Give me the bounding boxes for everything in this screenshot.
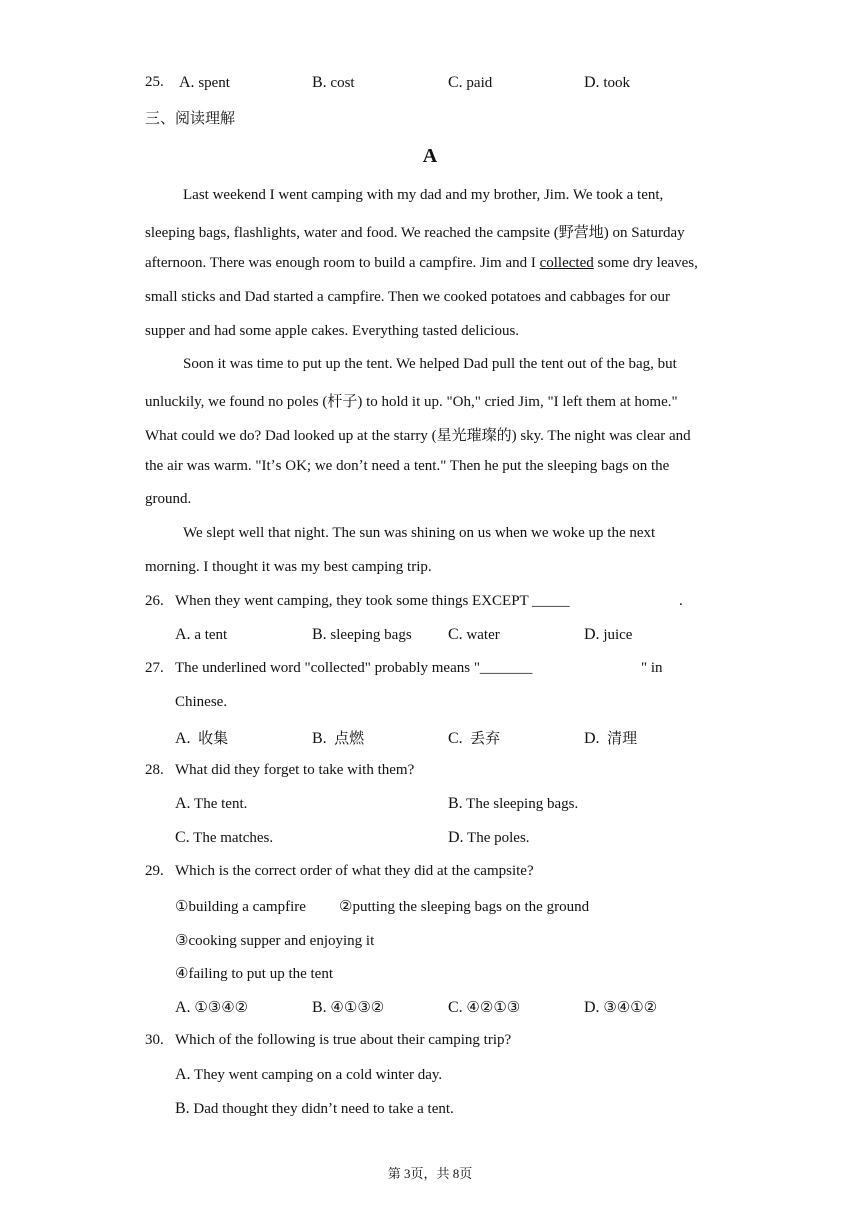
passage-line: Last weekend I went camping with my dad and my brother, Jim. We took a tent,	[183, 187, 664, 203]
section-heading: 三、阅读理解	[145, 111, 236, 127]
step-item: ④failing to put up the tent	[175, 966, 334, 982]
passage-line: unluckily, we found no poles (杆子) to hold it up. "Oh," cried Jim, "I left them at home."	[145, 394, 678, 410]
page-footer: 第 3页，共 8页	[387, 1166, 473, 1181]
option-b: B. Dad thought they didnʼt need to take a tent.	[175, 1100, 454, 1117]
option-a: A. a tent	[175, 626, 228, 643]
passage-line: ground.	[145, 491, 192, 507]
question-number: 30.	[145, 1032, 164, 1048]
option-b: B. ④①③②	[312, 999, 385, 1016]
option-c: C. paid	[448, 74, 493, 91]
step-item: ①building a campfire	[175, 899, 306, 915]
option-b: B. 点燃	[312, 730, 365, 747]
question-stem: When they went camping, they took some things EXCEPT _____	[175, 593, 570, 609]
question-number: 29.	[145, 863, 164, 879]
step-item: ②putting the sleeping bags on the ground	[339, 899, 590, 915]
passage-line: supper and had some apple cakes. Everything tasted delicious.	[145, 323, 520, 339]
question-stem-end: " in	[641, 660, 663, 676]
option-a: A. 收集	[175, 730, 229, 747]
option-c: C. 丢弃	[448, 730, 501, 747]
option-a: A. spent	[179, 74, 230, 91]
question-stem: What did they forget to take with them?	[175, 762, 415, 778]
passage-line: small sticks and Dad started a campfire. Then we cooked potatoes and cabbages for our	[145, 289, 670, 305]
option-a: A. They went camping on a cold winter day.	[175, 1066, 443, 1083]
option-b: B. The sleeping bags.	[448, 795, 579, 812]
option-b: B. sleeping bags	[312, 626, 412, 643]
question-number: 27.	[145, 660, 164, 676]
passage-line: Soon it was time to put up the tent. We helped Dad pull the tent out of the bag, but	[183, 356, 677, 372]
underlined-word: collected	[539, 255, 594, 271]
question-number: 25.	[145, 74, 164, 90]
option-c: C. water	[448, 626, 500, 643]
passage-line: the air was warm. "Itʼs OK; we donʼt need a tent." Then he put the sleeping bags on the	[145, 458, 670, 474]
question-stem: The underlined word "collected" probably means "_______	[175, 660, 533, 676]
question-number: 28.	[145, 762, 164, 778]
question-number: 26.	[145, 593, 164, 609]
option-c: C. ④②①③	[448, 999, 521, 1016]
passage-line: We slept well that night. The sun was shining on us when we woke up the next	[183, 525, 656, 541]
passage-title: A	[422, 145, 438, 167]
option-d: D. ③④①②	[584, 999, 658, 1016]
question-stem: Which is the correct order of what they did at the campsite?	[175, 863, 534, 879]
option-d: D. juice	[584, 626, 633, 643]
passage-line: What could we do? Dad looked up at the starry (星光璀璨的) sky. The night was clear and	[145, 428, 691, 444]
option-a: A. ①③④②	[175, 999, 249, 1016]
option-b: B. cost	[312, 74, 355, 91]
passage-line: sleeping bags, flashlights, water and food. We reached the campsite (野营地) on Saturday	[145, 225, 685, 241]
option-d: D. 清理	[584, 730, 638, 747]
question-stem-end: .	[679, 593, 683, 609]
step-item: ③cooking supper and enjoying it	[175, 933, 375, 949]
option-d: D. The poles.	[448, 829, 530, 846]
question-stem: Which of the following is true about their camping trip?	[175, 1032, 512, 1048]
option-d: D. took	[584, 74, 630, 91]
passage-line: morning. I thought it was my best camping trip.	[145, 559, 432, 575]
passage-line: afternoon. There was enough room to build a campfire. Jim and I collected some dry leaves,	[145, 255, 698, 271]
option-c: C. The matches.	[175, 829, 274, 846]
question-stem-line2: Chinese.	[175, 694, 228, 710]
option-a: A. The tent.	[175, 795, 248, 812]
